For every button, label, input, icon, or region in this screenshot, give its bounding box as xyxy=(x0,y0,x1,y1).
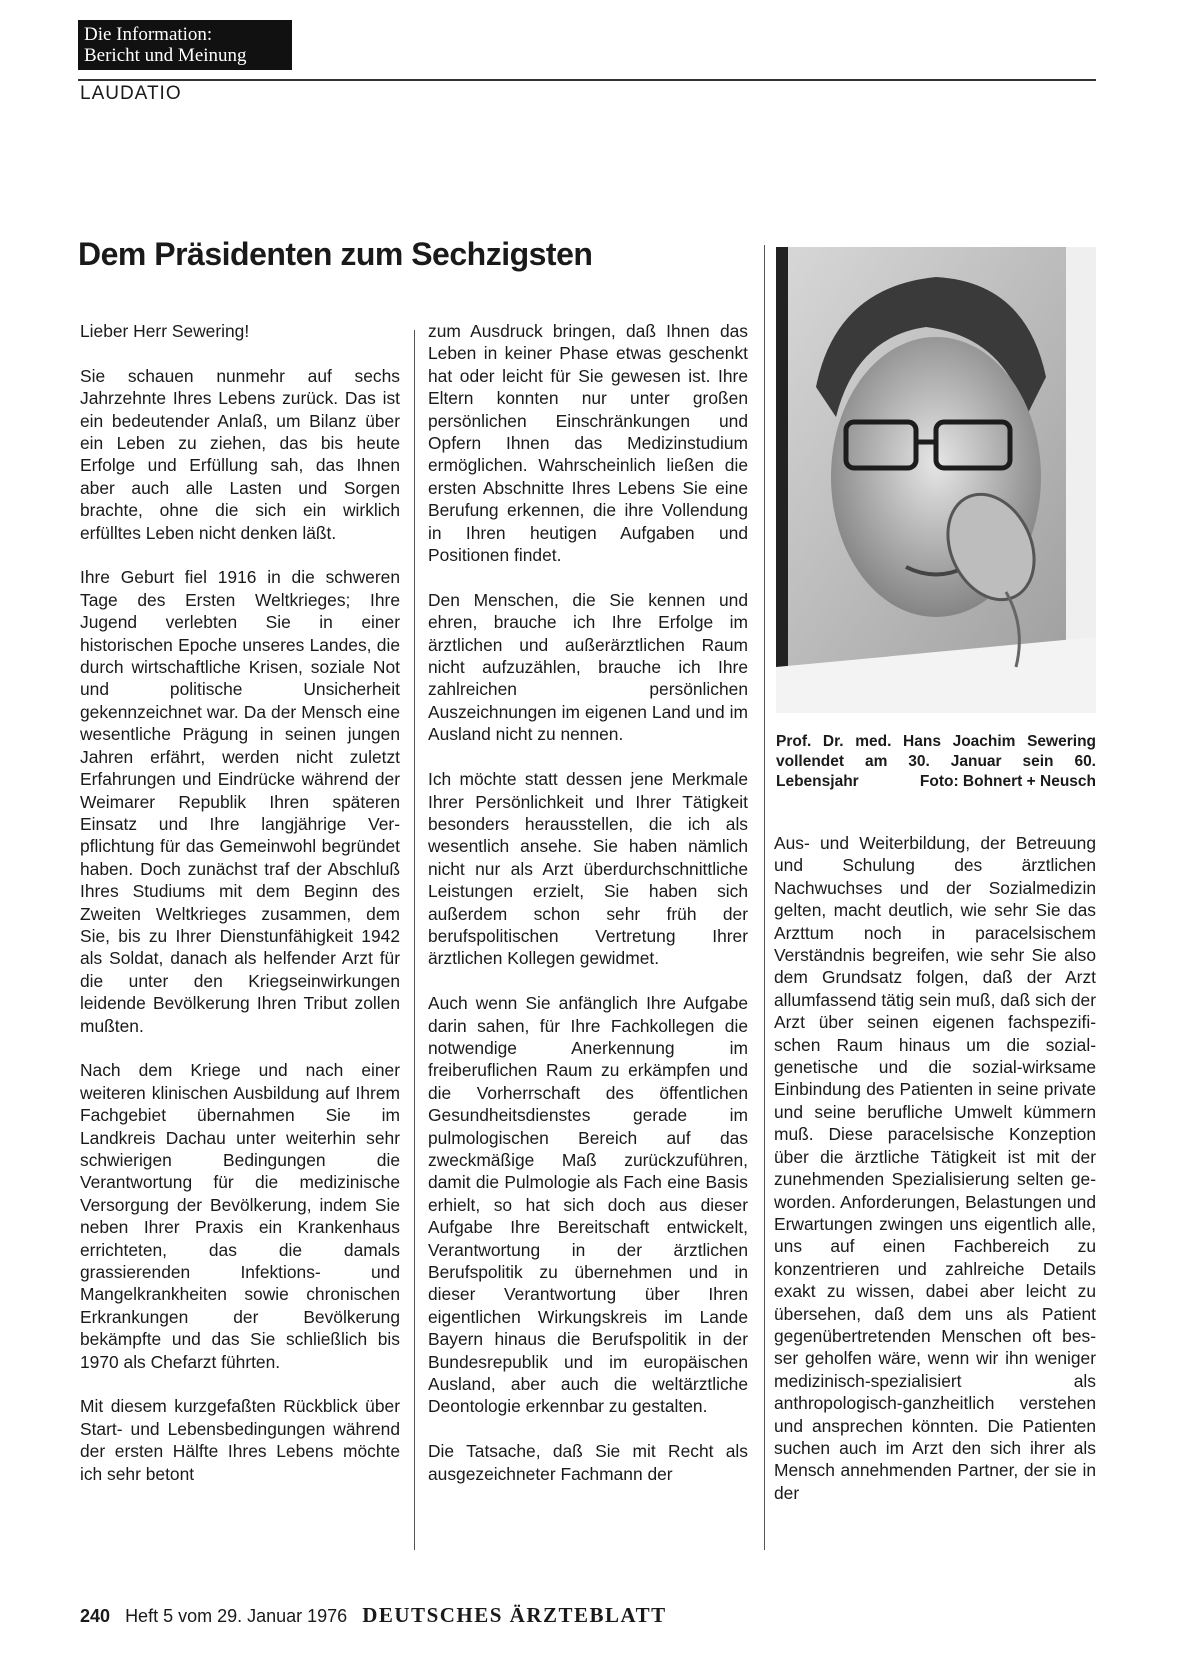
paragraph: Sie schauen nunmehr auf sechs Jahrzehnte Ihres Lebens zurück. Das ist ein bedeutender Anlaß, um Bilanz über ein Leben zu ziehen, das bis heute Erfolge und Erfüllung sah, das Ihnen aber auch alle Lasten und Sorgen brachte, ohne die sich ein wirklich erfülltes Leben nicht denken läßt. xyxy=(80,365,400,543)
column-divider xyxy=(414,330,415,1550)
section-label: LAUDATIO xyxy=(80,83,182,104)
page-number: 240 xyxy=(80,1606,111,1626)
article-headline: Dem Präsidenten zum Sechzigsten xyxy=(78,236,593,272)
paragraph: Lieber Herr Sewering! xyxy=(80,321,250,341)
header-rule xyxy=(78,79,1096,81)
magazine-name: DEUTSCHES ÄRZTEBLATT xyxy=(362,1603,667,1627)
paragraph: Ihre Geburt fiel 1916 in die schweren Tage des Ersten Weltkrieges; Ihre Jugend verlebten Sie in einer historischen Epoche unseres Landes, die durch wirtschaftliche Krisen, soziale Not und politische Unsicherheit gekennzeichnet war. Da der Mensch eine wesentliche Prägung in seinen jungen Jahren erfährt, werden nicht zuletzt Erfahrungen und Eindrücke während der Weimarer Republik Ihren späteren Einsatz und Ihre langjährige Verpflichtung für das Gemeinwohl begründet haben. Doch zunächst traf der Abschluß Ihres Studiums mit dem Beginn des Zweiten Weltkrieges zusammen, dem Sie, bis zu Ihrer Dienstunfähigkeit 1942 als Soldat, danach als helfender Arzt für die unter den Kriegseinwirkungen leidende Bevölkerung Ihren Tribut zollen mußten. xyxy=(80,567,400,1036)
page-footer xyxy=(80,1603,667,1628)
paragraph: Den Menschen, die Sie kennen und ehren, brauche ich Ihre Erfolge im ärztlichen und außerärztlichen Raum nicht aufzuzählen, brauche ich Ihre zahlreichen persönlichen Auszeichnungen im eigenen Land und im Ausland nicht zu nennen. xyxy=(428,589,748,745)
rubric-line-1: Die Information: xyxy=(84,24,213,45)
paragraph: Nach dem Kriege und nach einer weiteren klinischen Ausbildung auf Ihrem Fachgebiet übernahmen Sie im Landkreis Dachau unter weiterhin sehr schwierigen Bedingungen die Verantwortung für die medizinische Versorgung der Bevölkerung, indem Sie neben Ihrer Praxis ein Krankenhaus errichteten, das die damals grassierenden Infektions- und Mangelkrankheiten sowie chronischen Erkrankungen der Bevölkerung bekämpfte und das Sie schließlich bis 1970 als Chefarzt führten. xyxy=(80,1060,400,1372)
photo-credit: Foto: Bohnert + Neusch xyxy=(919,773,1096,790)
paragraph: zum Ausdruck bringen, daß Ihnen das Leben in keiner Phase etwas geschenkt hat oder leicht für Sie gewesen ist. Ihre Eltern konnten nur unter großen persönlichen Einschränkungen und Opfern Ihnen das Medizinstudium ermöglichen. Wahrscheinlich ließen die ersten Abschnitte Ihres Lebens Sie eine Berufung erkennen, die ihre Vollendung in Ihren heutigen Aufgaben und Positionen findet. xyxy=(428,321,748,566)
portrait-photo xyxy=(776,247,1096,713)
article-column-3 xyxy=(774,832,1096,1527)
paragraph: Aus- und Weiterbildung, der Betreuung und Schulung des ärztlichen Nachwuchses und der Sozialmedizin gelten, macht deutlich, wie sehr Sie das Arzttum noch in paracelsischem Verständnis begreifen, wie sehr Sie also dem Grundsatz folgen, daß der Arzt allumfassend tätig sein muß, daß sich der Arzt über seinen eigenen fachspezifischen Raum hinaus um die sozialgenetische und die sozial-wirksame Einbindung des Patienten in seine private und seine berufliche Umwelt kümmern muß. Diese paracelsische Konzeption über die ärztliche Tätigkeit ist mit der zunehmenden Spezialisierung selten geworden. Anforderungen, Belastungen und Erwartungen zwingen uns eigentlich alle, uns auf einen Fachbereich zu konzentrieren und zahlreiche Details exakt zu wissen, dabei aber leicht zu übersehen, daß dem uns als Patient gegenübertretenden Menschen oft besser geholfen wäre, wenn wir ihn weniger medizinisch-spezialisiert als anthropologisch-ganzheitlich verstehen und ansprechen könnten. Die Patienten suchen auch im Arzt den sich ihrer als Mensch annehmenden Partner, der sie in der xyxy=(774,833,1096,1503)
photo-caption xyxy=(776,732,1096,792)
issue-info: Heft 5 vom 29. Januar 1976 xyxy=(125,1606,348,1626)
paragraph: Ich möchte statt dessen jene Merkmale Ihrer Persönlichkeit und Ihrer Tätigkeit besonders herausstellen, die ich als wesentlich ansehe. Sie haben nämlich nicht nur als Arzt überdurchschnittliche Leistungen erzielt, Sie haben sich außerdem schon sehr früh der berufspolitischen Vertretung Ihrer ärztlichen Kollegen gewidmet. xyxy=(428,769,748,969)
caption-text: Prof. Dr. med. Hans Joachim Sewering vollendet am 30. Januar sein 60. Lebensjahr xyxy=(776,733,1096,790)
paragraph: Auch wenn Sie anfänglich Ihre Aufgabe darin sahen, für Ihre Fachkollegen die notwendige Anerkennung im freiberuflichen Raum zu erkämpfen und die Vorherrschaft des öffentlichen Gesundheitsdienstes gerade im pulmologischen Bereich auf das zweckmäßige Maß zurückzuführen, damit die Pulmologie als Fach eine Basis erhielt, so hat sich doch aus dieser Aufgabe Ihre Bereitschaft entwickelt, Verantwortung in der ärztlichen Berufspolitik zu übernehmen und in dieser Verantwortung über Ihren eigentlichen Wirkungskreis im Lande Bayern hinaus die Berufspolitik in der Bundesrepublik und im europäischen Ausland, aber auch die weltärztliche Deontologie erkennbar zu gestalten. xyxy=(428,993,748,1417)
rubric-box xyxy=(78,20,292,70)
rubric-line-2: Bericht und Meinung xyxy=(84,45,247,66)
paragraph: Mit diesem kurzgefaßten Rückblick über Start- und Lebensbedingungen während der ersten Hälfte Ihres Lebens möchte ich sehr betont xyxy=(80,1396,400,1484)
column-divider xyxy=(764,245,765,1550)
article-column-2 xyxy=(428,320,748,1507)
paragraph: Die Tatsache, daß Sie mit Recht als ausgezeichneter Fachmann der xyxy=(428,1441,748,1484)
article-column-1 xyxy=(80,320,400,1507)
